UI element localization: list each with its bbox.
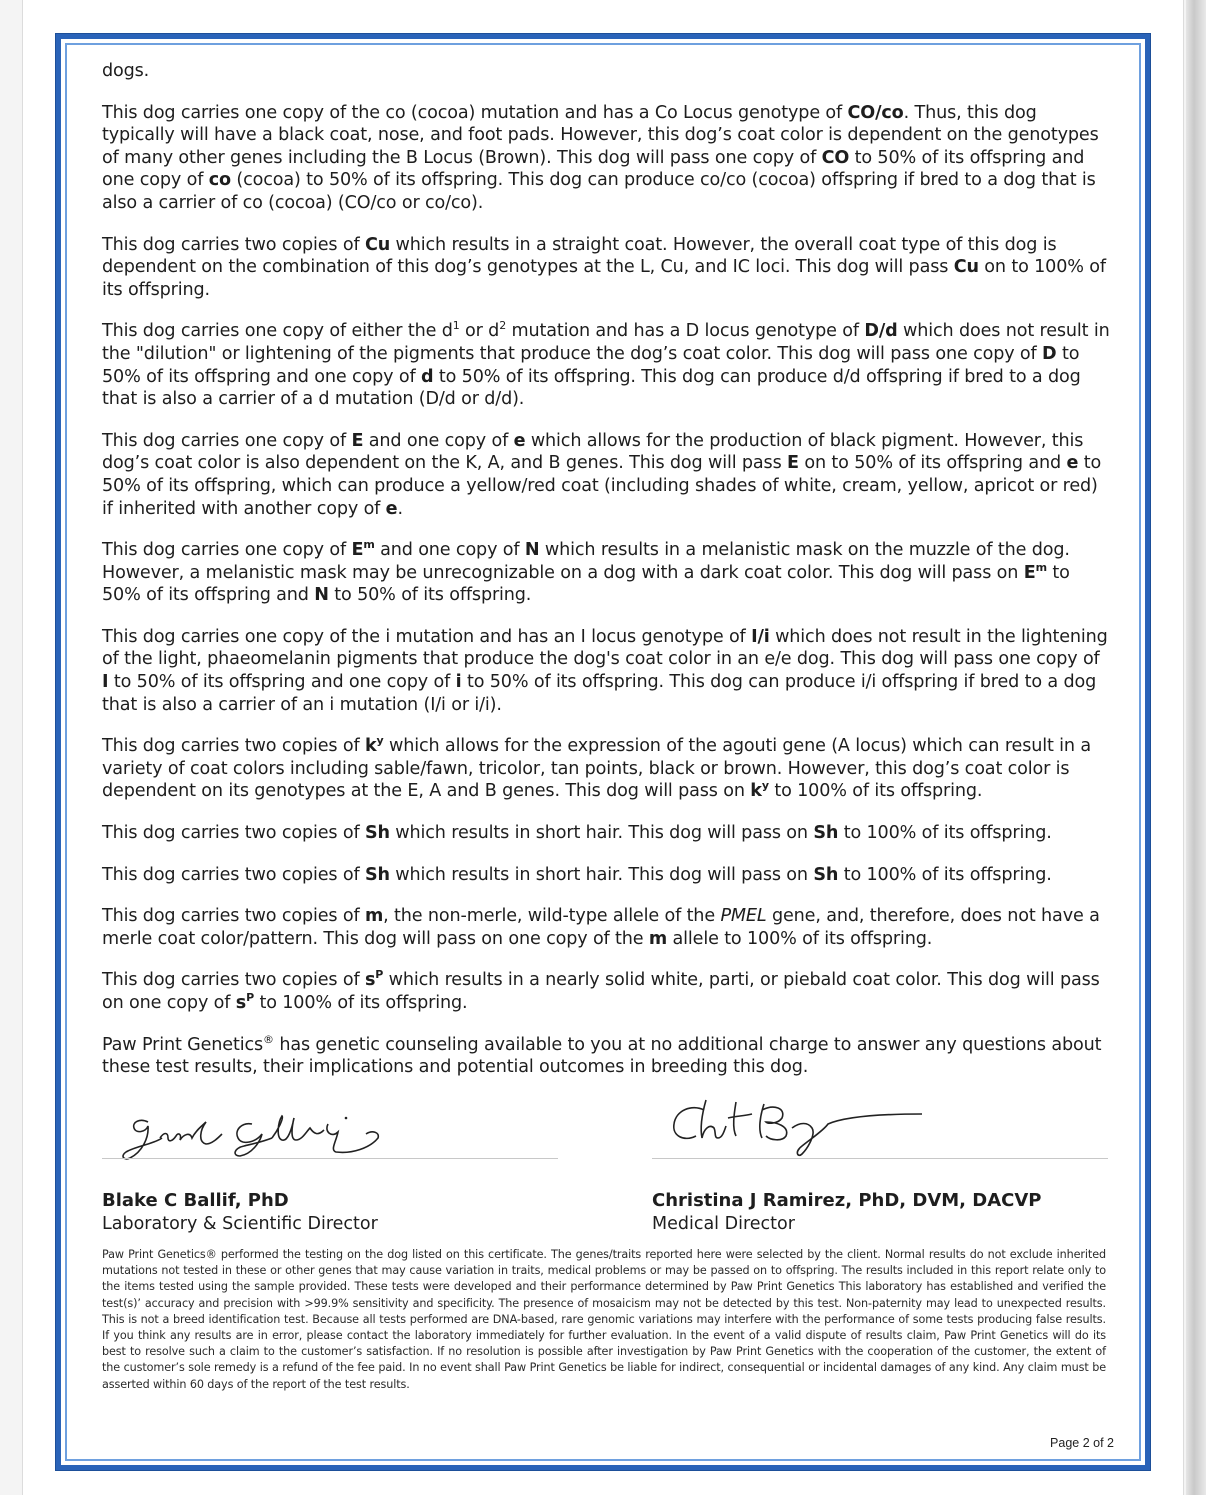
signer-name-left: Blake C Ballif, PhD	[102, 1190, 289, 1211]
paragraph-mask: This dog carries one copy of $E^m$ and one copy of N which results in a melanistic mask on the muzzle of the dog. However, a melanistic mask may be unrecognizable on a dog with a dark coat color. This dog will pass on $E^m$ to 50% of its offspring and N to 50% of its offspring.	[102, 538, 1070, 606]
paragraph-cocoa: This dog carries one copy of the co (cocoa) mutation and has a Co Locus genotype of CO/co. Thus, this dog typically will have a black coat, nose, and foot pads. However, this dog’s coat color is dependent on the genotypes of many other genes including the B Locus (Brown). This dog will pass one copy of CO to 50% of its offspring and one copy of co (cocoa) to 50% of its offspring. This dog can produce co/co (cocoa) offspring if bred to a dog that is also a carrier of co (cocoa) (CO/co or co/co).	[102, 102, 1099, 213]
signature-line-right	[652, 1158, 1108, 1159]
paragraph-continuation: dogs.	[102, 61, 150, 81]
paragraph-e-locus: This dog carries one copy of E and one copy of e which allows for the production of black pigment. However, this dog’s coat color is also dependent on the K, A, and B genes. This dog will pass E on to 50% of its offspring and e to 50% of its offspring, which can produce a yellow/red coat (including shades of white, cream, yellow, apricot or red) if inherited with another copy of e.	[102, 430, 1102, 519]
results-text	[102, 60, 1110, 1098]
paragraph-piebald: This dog carries two copies of $s^P$ which results in a nearly solid white, parti, or piebald coat color. This dog will pass on one copy of $s^P$ to 100% of its offspring.	[102, 968, 1100, 1013]
paragraph-curly: This dog carries two copies of Cu which results in a straight coat. However, the overall coat type of this dog is dependent on the combination of this dog’s genotypes at the L, Cu, and IC loci. This dog will pass Cu on to 100% of its offspring.	[102, 234, 1106, 300]
paragraph-shedding-1: This dog carries two copies of Sh which results in short hair. This dog will pass on Sh to 100% of its offspring.	[102, 823, 1052, 844]
page-number: Page 2 of 2	[1050, 1436, 1114, 1450]
paragraph-dilution: This dog carries one copy of either the $d^1$ or $d^2$ mutation and has a D locus genotype of D/d which does not result in the "dilution" or lightening of the pigments that produce the dog’s coat color. This dog will pass one copy of D to 50% of its offspring and one copy of d to 50% of its offspring. This dog can produce d/d offspring if bred to a dog that is also a carrier of a d mutation (D/d or d/d).	[102, 319, 1110, 410]
paragraph-k-locus: This dog carries two copies of $k^y$ which allows for the expression of the agouti gene (A locus) which can result in a variety of coat colors including sable/fawn, tricolor, tan points, black or brown. However, this dog’s coat color is dependent on its genotypes at the E, A and B genes. This dog will pass on $k^y$ to 100% of its offspring.	[102, 734, 1091, 802]
viewer-scroll-edge[interactable]	[1186, 0, 1206, 1495]
signature-section	[102, 1108, 1108, 1238]
legal-disclaimer: Paw Print Genetics® performed the testing on the dog listed on this certificate. The genes/traits reported here were selected by the client. Normal results do not exclude inherited mutations not tested in these or other genes that may cause variation in traits, medical problems or may be passed on to offspring. The results included in this report relate only to the items tested using the sample provided. These tests were developed and their performance determined by Paw Print Genetics This laboratory has established and verified the test(s)’ accuracy and precision with >99.9% sensitivity and specificity. The presence of mosaicism may not be detected by this test. Non-paternity may lead to unexpected results. This is not a breed identification test. Because all tests performed are DNA-based, rare genomic variations may interfere with the performance of some tests producing false results. If you think any results are in error, please contact the laboratory immediately for further evaluation. In the event of a valid dispute of results claim, Paw Print Genetics will do its best to resolve such a claim to the customer’s satisfaction. If no resolution is possible after investigation by Paw Print Genetics with the cooperation of the customer, the extent of the customer’s sole remedy is a refund of the fee paid. In no event shall Paw Print Genetics be liable for indirect, consequential or incidental damages of any kind. Any claim must be asserted within 60 days of the report of the test results.	[102, 1248, 1106, 1391]
paragraph-shedding-2: This dog carries two copies of Sh which results in short hair. This dog will pass on Sh to 100% of its offspring.	[102, 864, 1052, 885]
signer-name-right: Christina J Ramirez, PhD, DVM, DACVP	[652, 1190, 1042, 1211]
paragraph-merle: This dog carries two copies of m, the non-merle, wild-type allele of the PMEL gene, and, therefore, does not have a merle coat color/pattern. This dog will pass on one copy of the m allele to 100% of its offspring.	[102, 906, 1100, 949]
signature-image-ramirez	[652, 1096, 1108, 1160]
paragraph-counseling: Paw Print Genetics® has genetic counseling available to you at no additional charge to answer any questions about these test results, their implications and potential outcomes in breeding this dog.	[102, 1032, 1102, 1078]
signature-line-left	[102, 1158, 558, 1159]
signer-title-left: Laboratory & Scientific Director	[102, 1214, 378, 1234]
signer-title-right: Medical Director	[652, 1214, 795, 1234]
signature-image-ballif	[102, 1108, 558, 1160]
paragraph-i-locus: This dog carries one copy of the i mutation and has an I locus genotype of I/i which does not result in the lightening of the light, phaeomelanin pigments that produce the dog's coat color in an e/e dog. This dog will pass one copy of I to 50% of its offspring and one copy of i to 50% of its offspring. This dog can produce i/i offspring if bred to a dog that is also a carrier of an i mutation (I/i or i/i).	[102, 626, 1108, 715]
